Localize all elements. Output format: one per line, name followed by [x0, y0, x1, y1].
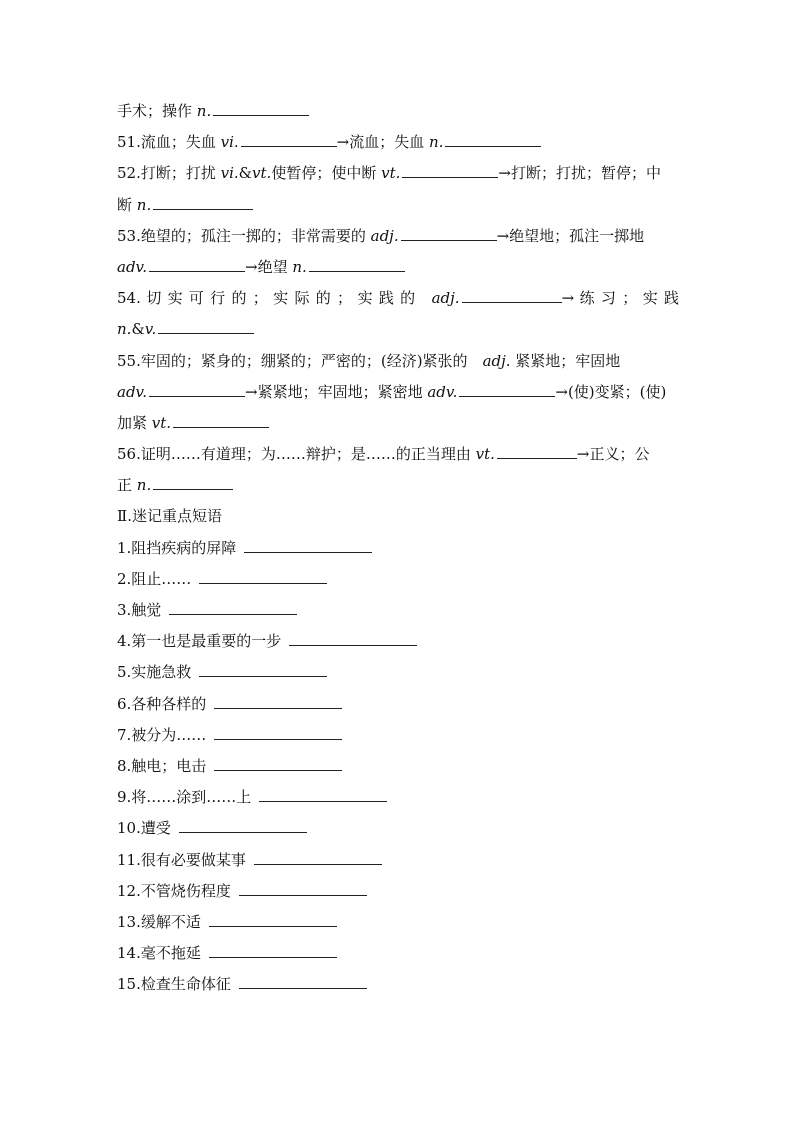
vocab-text: 加紧: [117, 413, 152, 432]
answer-blank[interactable]: [199, 569, 327, 584]
phrase-text: 10.遭受: [117, 819, 171, 838]
answer-blank[interactable]: [497, 444, 577, 459]
part-of-speech: n.: [117, 320, 132, 339]
vocab-text: → 练 习 ； 实 践: [561, 289, 679, 308]
vocab-text: →流血；失血: [336, 133, 430, 152]
section-heading: Ⅱ.迷记重点短语: [117, 507, 222, 526]
answer-blank[interactable]: [149, 257, 245, 272]
vocab-text: 56.证明……有道理；为……辩护；是……的正当理由: [117, 445, 476, 464]
phrase-item: [117, 657, 679, 688]
vocab-line: [117, 252, 679, 283]
part-of-speech: vt.: [252, 164, 272, 183]
part-of-speech: vt.: [381, 164, 401, 183]
vocab-text: 54. 切 实 可 行 的 ； 实 际 的 ； 实 践 的: [117, 289, 432, 308]
vocab-line: [117, 408, 679, 439]
part-of-speech: n.: [136, 195, 152, 214]
phrase-item: [117, 876, 679, 907]
answer-blank[interactable]: [259, 787, 387, 802]
vocab-text: 正: [117, 476, 137, 495]
answer-blank[interactable]: [209, 943, 337, 958]
answer-blank[interactable]: [239, 974, 367, 989]
phrase-text: 4.第一也是最重要的一步: [117, 632, 282, 651]
vocab-text: 手术；操作: [117, 102, 197, 120]
answer-blank[interactable]: [214, 725, 342, 740]
answer-blank[interactable]: [459, 382, 555, 397]
answer-blank[interactable]: [289, 631, 417, 646]
phrase-text: 11.很有必要做某事: [117, 850, 246, 869]
vocab-line: [117, 221, 679, 252]
worksheet-page: [117, 96, 679, 1000]
answer-blank[interactable]: [209, 912, 337, 927]
vocab-text: →打断；打扰；暂停；中: [498, 164, 661, 183]
vocab-section: [117, 96, 679, 501]
part-of-speech: vt.: [475, 445, 495, 464]
answer-blank[interactable]: [445, 132, 541, 147]
part-of-speech: vi.: [220, 164, 239, 183]
phrase-item: [117, 720, 679, 751]
vocab-line: [117, 158, 679, 189]
answer-blank[interactable]: [149, 382, 245, 397]
vocab-line: [117, 346, 679, 377]
phrase-item: [117, 938, 679, 969]
vocab-line: [117, 439, 679, 470]
phrase-text: 6.各种各样的: [117, 694, 207, 713]
part-of-speech: adj.: [431, 289, 460, 308]
vocab-line: [117, 314, 679, 345]
vocab-text: →绝望地；孤注一掷地: [496, 226, 645, 245]
vocab-text: &: [238, 164, 253, 183]
phrase-text: 2.阻止……: [117, 569, 192, 588]
part-of-speech: n.: [292, 257, 307, 276]
phrase-text: 7.被分为……: [117, 725, 207, 744]
answer-blank[interactable]: [169, 600, 297, 615]
answer-blank[interactable]: [401, 226, 497, 241]
part-of-speech: n.: [136, 476, 152, 495]
vocab-line: [117, 377, 679, 408]
phrase-text: 13.缓解不适: [117, 912, 201, 931]
phrase-item: [117, 845, 679, 876]
phrase-item: [117, 969, 679, 1000]
phrase-section: [117, 533, 679, 1001]
phrase-text: 15.检查生命体征: [117, 975, 231, 994]
part-of-speech: vt.: [151, 413, 172, 432]
vocab-text: →绝望: [245, 257, 293, 276]
phrase-text: 8.触电；电击: [117, 756, 207, 775]
part-of-speech: adj.: [482, 351, 511, 370]
vocab-text: 53.绝望的；孤注一掷的；非常需要的: [117, 226, 371, 245]
part-of-speech: n.: [196, 102, 212, 120]
part-of-speech: v.: [144, 320, 157, 339]
phrase-text: 5.实施急救: [117, 663, 192, 682]
vocab-text: 51.流血；失血: [117, 133, 221, 152]
vocab-text: 55.牢固的；紧身的；绷紧的；严密的；(经济)紧张的: [117, 351, 483, 370]
answer-blank[interactable]: [239, 881, 367, 896]
part-of-speech: vi.: [220, 133, 239, 152]
phrase-item: [117, 907, 679, 938]
answer-blank[interactable]: [241, 132, 337, 147]
phrase-text: 12.不管烧伤程度: [117, 881, 231, 900]
vocab-text: →正义；公: [576, 445, 650, 464]
phrase-text: 14.毫不拖延: [117, 944, 201, 963]
vocab-text: →(使)变紧；(使): [555, 382, 667, 401]
part-of-speech: adv.: [427, 382, 458, 401]
answer-blank[interactable]: [179, 818, 307, 833]
vocab-text: 断: [117, 195, 137, 214]
phrase-text: 1.阻挡疾病的屏障: [117, 538, 237, 557]
answer-blank[interactable]: [199, 662, 327, 677]
vocab-line: [117, 190, 679, 221]
vocab-line: [117, 470, 679, 501]
part-of-speech: adv.: [117, 382, 148, 401]
vocab-text: →紧紧地；牢固地；紧密地: [245, 382, 428, 401]
answer-blank[interactable]: [309, 257, 405, 272]
part-of-speech: n.: [429, 133, 444, 152]
vocab-text: &: [131, 320, 145, 339]
answer-blank[interactable]: [153, 195, 253, 210]
answer-blank[interactable]: [462, 288, 562, 303]
phrase-item: [117, 751, 679, 782]
answer-blank[interactable]: [213, 101, 309, 116]
part-of-speech: adj.: [370, 226, 399, 245]
vocab-text: 使暂停；使中断: [271, 164, 382, 183]
answer-blank[interactable]: [158, 319, 254, 334]
phrase-text: 9.将……涂到……上: [117, 788, 252, 807]
phrase-item: [117, 689, 679, 720]
phrase-item: [117, 564, 679, 595]
phrase-item: [117, 782, 679, 813]
vocab-line: [117, 127, 679, 158]
phrase-item: [117, 813, 679, 844]
vocab-line: [117, 96, 679, 127]
answer-blank[interactable]: [254, 850, 382, 865]
phrase-item: [117, 626, 679, 657]
phrase-item: [117, 595, 679, 626]
answer-blank[interactable]: [173, 413, 269, 428]
answer-blank[interactable]: [244, 538, 372, 553]
phrase-item: [117, 533, 679, 564]
answer-blank[interactable]: [153, 475, 233, 490]
phrase-text: 3.触觉: [117, 601, 162, 619]
answer-blank[interactable]: [402, 163, 498, 178]
answer-blank[interactable]: [214, 756, 342, 771]
part-of-speech: adv.: [117, 257, 148, 276]
vocab-line: [117, 283, 679, 314]
vocab-text: 52.打断；打扰: [117, 164, 221, 183]
vocab-text: 紧紧地；牢固地: [510, 351, 621, 370]
answer-blank[interactable]: [214, 694, 342, 709]
